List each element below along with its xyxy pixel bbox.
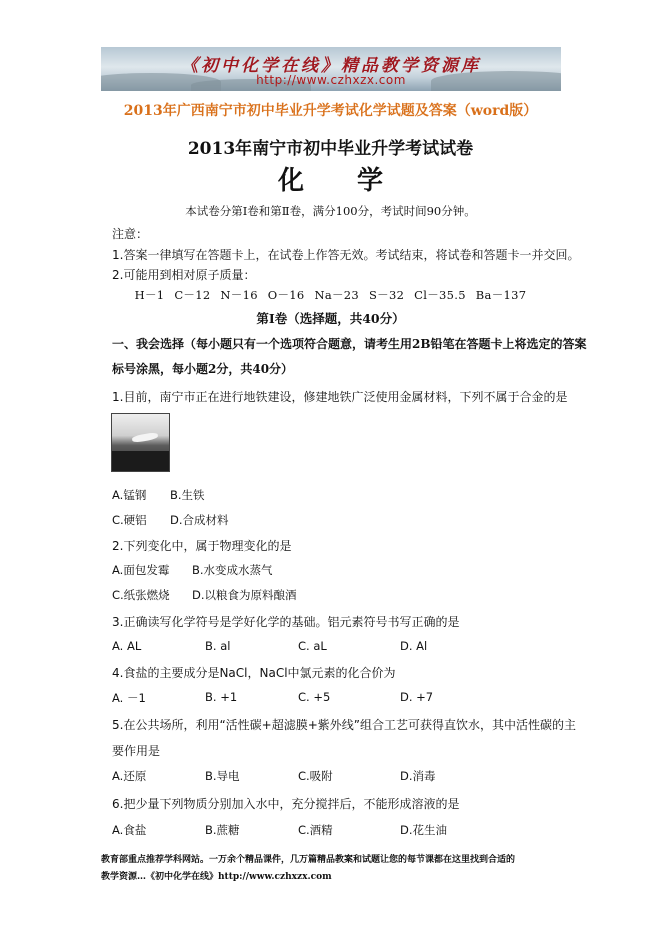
footer-line-1: 教育部重点推荐学科网站。一万余个精品课件，几万篇精品教案和试题让您的每节课都在这里找到合适的 [101, 855, 516, 865]
q5-option-d: D.消毒 [400, 769, 436, 783]
note-item-2: 2.可能用到相对原子质量： [112, 268, 256, 282]
document-title: 2013年广西南宁市初中毕业升学考试化学试题及答案（word版） [123, 103, 538, 119]
notes-heading: 注意： [112, 227, 149, 241]
q6-option-c: C.酒精 [298, 823, 333, 837]
q1-option-c: C.硬铝 [112, 513, 147, 527]
q5-option-c: C.吸附 [298, 769, 333, 783]
note-item-1: 1.答案一律填写在答题卡上，在试卷上作答无效。考试结束，将试卷和答题卡一并交回。 [112, 248, 580, 262]
question-2-stem: 2.下列变化中，属于物理变化的是 [112, 539, 292, 553]
q3-option-c: C. aL [298, 639, 327, 653]
atomic-masses: H－1 C－12 N－16 O－16 Na－23 S－32 Cl－35.5 Ba－137 [134, 288, 527, 302]
q6-option-d: D.花生油 [400, 823, 448, 837]
q5-option-b: B.导电 [205, 769, 240, 783]
footer-line-2: 教学资源…《初中化学在线》http://www.czhxzx.com [101, 872, 332, 882]
q1-option-d: D.合成材料 [170, 513, 229, 527]
q4-option-d: D. +7 [400, 690, 434, 704]
banner-slogan: 《初中化学在线》精品教学资源库 [181, 56, 481, 76]
exam-title: 2013年南宁市初中毕业升学考试试卷 [187, 139, 474, 159]
question-5-stem: 5.在公共场所，利用“活性碳+超滤膜+紫外线”组合工艺可获得直饮水，其中活性碳的主 [112, 718, 576, 732]
question-6-stem: 6.把少量下列物质分别加入水中，充分搅拌后，不能形成溶液的是 [112, 797, 460, 811]
q2-option-b: B.水变成水蒸气 [192, 563, 273, 577]
q6-option-a: A.食盐 [112, 823, 147, 837]
q6-option-b: B.蔗糖 [205, 823, 240, 837]
q1-option-a: A.锰钢 [112, 488, 147, 502]
q4-option-a: A. －1 [112, 691, 146, 705]
q2-option-d: D.以粮食为原料酿酒 [192, 588, 297, 602]
question-4-stem: 4.食盐的主要成分是NaCl，NaCl中氯元素的化合价为 [112, 666, 396, 680]
q1-option-b: B.生铁 [170, 488, 205, 502]
question-5-stem-cont: 要作用是 [112, 744, 161, 758]
banner-url[interactable]: http://www.czhxzx.com [256, 73, 406, 87]
header-banner [101, 47, 561, 91]
part-instructions-line2: 标号涂黑，每小题2分，共40分） [112, 362, 294, 376]
section-heading: 第Ⅰ卷（选择题，共40分） [256, 311, 405, 326]
q3-option-a: A. AL [112, 639, 142, 653]
subway-construction-photo [111, 413, 170, 472]
q3-option-d: D. Al [400, 639, 428, 653]
question-3-stem: 3.正确读写化学符号是学好化学的基础。铝元素符号书写正确的是 [112, 615, 460, 629]
exam-intro: 本试卷分第Ⅰ卷和第Ⅱ卷，满分100分，考试时间90分钟。 [185, 204, 476, 218]
question-1-stem: 1.目前，南宁市正在进行地铁建设，修建地铁广泛使用金属材料，下列不属于合金的是 [112, 390, 568, 404]
q4-option-b: B. +1 [205, 690, 238, 704]
subject-title: 化 学 [277, 166, 406, 196]
q2-option-a: A.面包发霉 [112, 563, 170, 577]
q2-option-c: C.纸张燃烧 [112, 588, 170, 602]
q3-option-b: B. al [205, 639, 231, 653]
part-instructions-line1: 一、我会选择（每小题只有一个选项符合题意，请考生用2B铅笔在答题卡上将选定的答案 [112, 337, 587, 351]
q5-option-a: A.还原 [112, 769, 147, 783]
q4-option-c: C. +5 [298, 690, 331, 704]
